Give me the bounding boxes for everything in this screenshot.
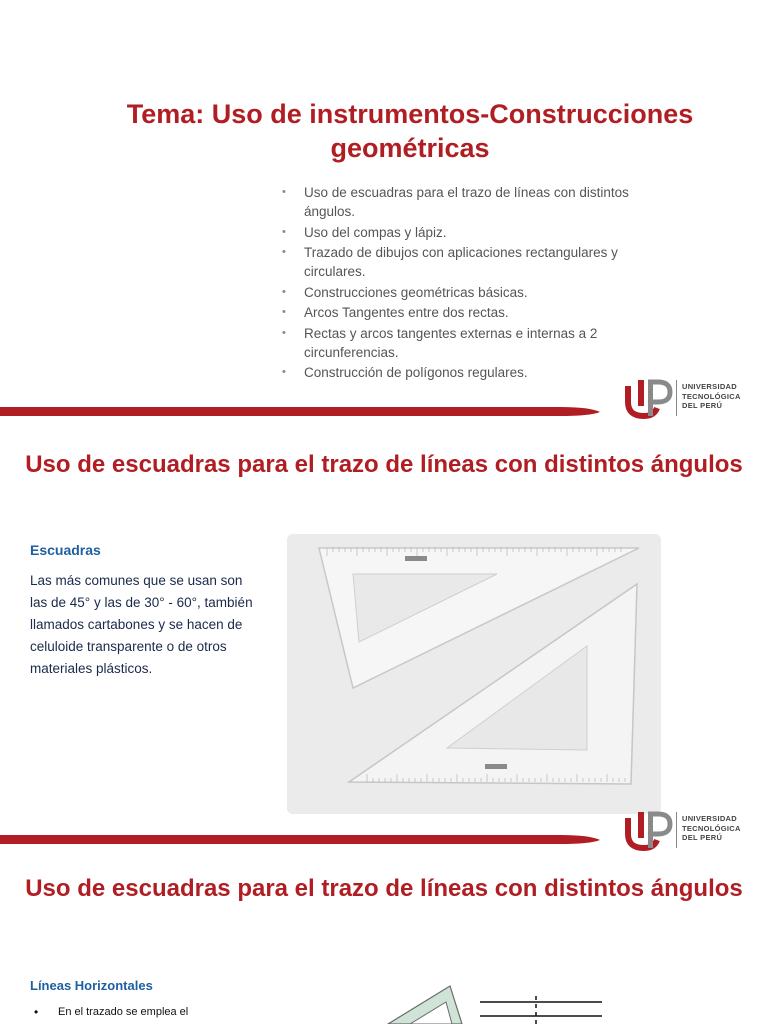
list-item: • En el trazado se emplea el <box>30 1006 188 1018</box>
slide-title: Uso de escuadras para el trazo de líneas con distintos ángulos <box>25 875 743 902</box>
red-ribbon <box>0 832 600 840</box>
topic-list <box>282 183 662 384</box>
slide-lineas-horizontales <box>0 860 768 1024</box>
set-squares-illustration <box>287 534 661 814</box>
utp-logo-icon <box>624 378 674 420</box>
body-text: Las más comunes que se usan son las de 45° y las de 30° - 60°, también llamados cartabones y se hacen de celuloide transparente o de otros materiales plásticos. <box>30 573 253 676</box>
utp-logo <box>624 810 764 860</box>
sub-heading: Líneas Horizontales <box>30 978 153 993</box>
slide-intro <box>0 0 768 420</box>
slide-escuadras <box>0 420 768 860</box>
list-item: • Construcciones geométricas básicas. <box>282 283 662 302</box>
list-item: • Uso de escuadras para el trazo de líneas con distintos ángulos. <box>282 183 662 221</box>
set-squares-photo <box>287 534 661 814</box>
slide-title: Uso de escuadras para el trazo de líneas con distintos ángulos <box>25 451 743 478</box>
utp-logo <box>624 378 764 420</box>
horizontal-lines-diagram <box>380 980 610 1024</box>
logo-divider <box>676 380 677 416</box>
logo-text: UNIVERSIDAD TECNOLÓGICA DEL PERÚ <box>682 382 741 410</box>
list-item: • Uso del compas y lápiz. <box>282 223 662 242</box>
list-item: • Rectas y arcos tangentes externas e internas a 2 circunferencias. <box>282 324 662 362</box>
list-item: • Construcción de polígonos regulares. <box>282 363 662 382</box>
utp-logo-icon <box>624 810 674 854</box>
list-item: • Trazado de dibujos con aplicaciones rectangulares y circulares. <box>282 243 662 281</box>
list-item: • Arcos Tangentes entre dos rectas. <box>282 303 662 322</box>
sub-heading: Escuadras <box>30 542 101 558</box>
logo-divider <box>676 812 677 848</box>
slide-title: Tema: Uso de instrumentos-Construcciones geométricas <box>126 99 694 163</box>
logo-text: UNIVERSIDAD TECNOLÓGICA DEL PERÚ <box>682 814 741 842</box>
bullet-list <box>30 1006 188 1018</box>
red-ribbon <box>0 404 600 412</box>
